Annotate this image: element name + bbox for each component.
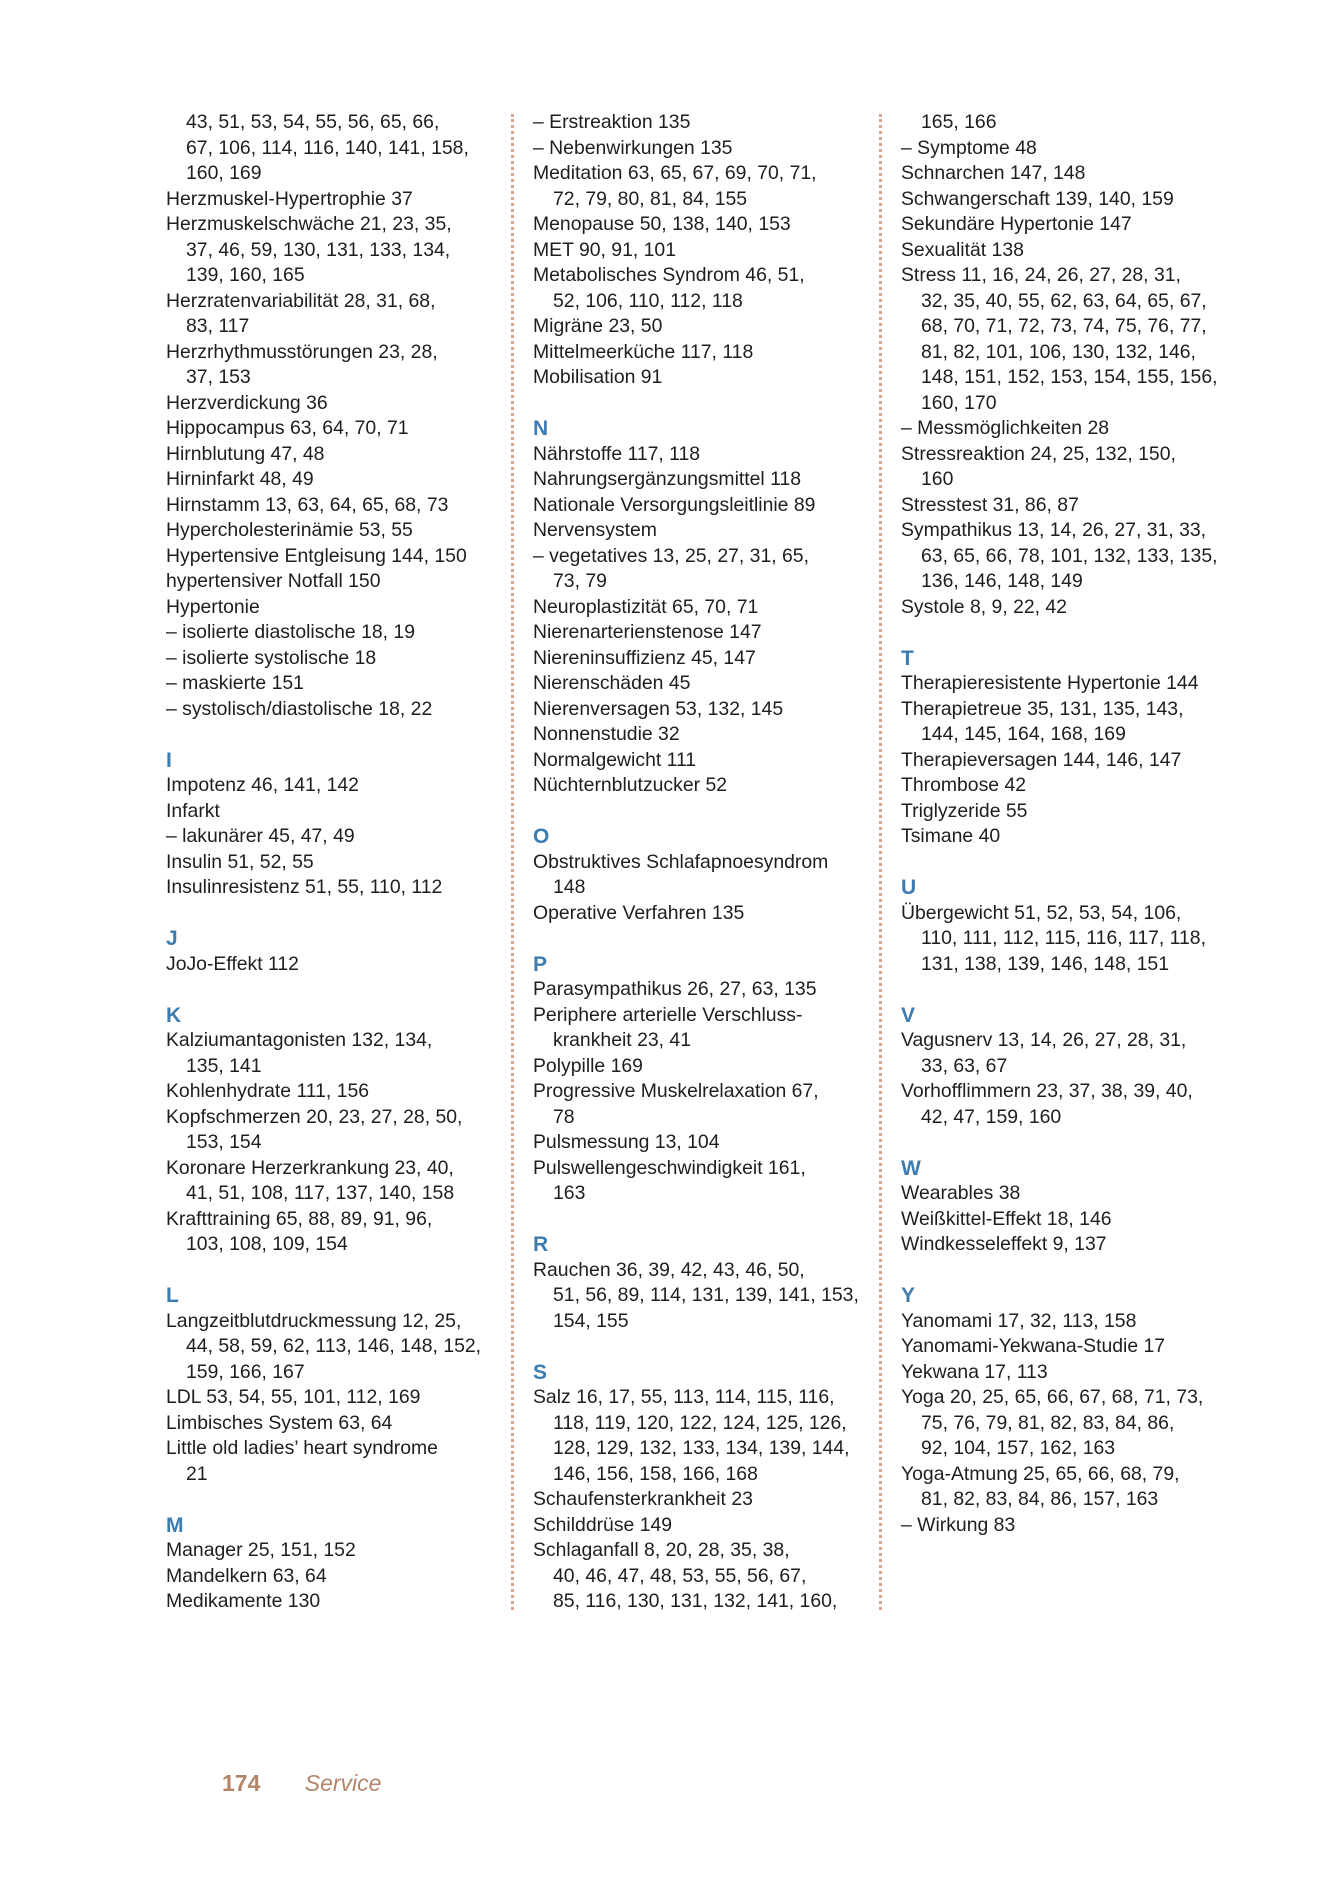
section-spacer: [901, 977, 1246, 1003]
index-entry: Yoga 20, 25, 65, 66, 67, 68, 71, 73,: [901, 1386, 1204, 1408]
index-entry: Sexualität 138: [901, 238, 1024, 261]
index-entry-continuation: 41, 51, 108, 117, 137, 140, 158: [186, 1182, 455, 1204]
index-entry: Stressreaktion 24, 25, 132, 150,: [901, 442, 1176, 465]
index-letter-heading: M: [166, 1513, 184, 1537]
index-entry: – maskierte 151: [166, 672, 304, 694]
index-entry: – Erstreaktion 135: [533, 111, 691, 133]
index-entry: Menopause 50, 138, 140, 153: [533, 213, 791, 235]
index-entry: – vegetatives 13, 25, 27, 31, 65,: [533, 544, 809, 567]
index-entry: – Wirkung 83: [901, 1513, 1016, 1536]
index-entry: Nierenarterienstenose 147: [533, 621, 762, 643]
index-entry: Koronare Herzerkrankung 23, 40,: [166, 1156, 454, 1179]
section-name: Service: [304, 1770, 382, 1796]
index-entry: – Nebenwirkungen 135: [533, 136, 733, 159]
index-letter-heading: S: [533, 1360, 548, 1384]
index-entry: Nierenschäden 45: [533, 672, 691, 694]
section-spacer: [533, 799, 878, 825]
index-entry: Manager 25, 151, 152: [166, 1539, 356, 1561]
index-entry: Yanomami-Yekwana-Studie 17: [901, 1335, 1166, 1357]
index-entry: Impotenz 46, 141, 142: [166, 774, 359, 796]
index-entry: Metabolisches Syndrom 46, 51,: [533, 264, 805, 286]
index-entry: Weißkittel-Effekt 18, 146: [901, 1207, 1112, 1230]
index-entry: – isolierte systolische 18: [166, 646, 377, 669]
index-entry-continuation: 21: [186, 1462, 208, 1485]
index-column-1: [166, 110, 511, 1615]
section-spacer: [166, 977, 511, 1003]
index-column-2: [533, 110, 878, 1615]
index-entry: – isolierte diastolische 18, 19: [166, 621, 415, 643]
index-entry-continuation: 160, 170: [921, 391, 997, 414]
index-entry: Yekwana 17, 113: [901, 1360, 1048, 1383]
index-letter-heading: T: [901, 646, 914, 670]
index-entry: Operative Verfahren 135: [533, 901, 745, 924]
index-entry: Obstruktives Schlafapnoesyndrom: [533, 850, 829, 873]
index-entry-continuation: 81, 82, 83, 84, 86, 157, 163: [921, 1488, 1159, 1510]
index-entry: Therapieresistente Hypertonie 144: [901, 672, 1199, 694]
section-spacer: [533, 1207, 878, 1233]
index-entry-continuation: 83, 117: [186, 315, 250, 337]
index-letter-heading: Y: [901, 1284, 916, 1307]
section-spacer: [533, 926, 878, 952]
index-entry: Herzrhythmusstörungen 23, 28,: [166, 340, 438, 363]
index-entry-continuation: 139, 160, 165: [186, 264, 305, 286]
index-entry-continuation: 72, 79, 80, 81, 84, 155: [553, 187, 748, 210]
index-entry: Mobilisation 91: [533, 366, 663, 388]
index-entry-continuation: 33, 63, 67: [921, 1054, 1008, 1077]
page-number: 174: [222, 1770, 261, 1796]
index-entry: – Symptome 48: [901, 136, 1037, 159]
index-letter-heading: J: [166, 927, 178, 950]
index-entry: Herzratenvariabilität 28, 31, 68,: [166, 289, 436, 312]
index-entry-continuation: 165, 166: [921, 111, 997, 133]
index-entry-continuation: 110, 111, 112, 115, 116, 117, 118,: [921, 927, 1206, 949]
section-spacer: [166, 901, 511, 927]
index-entry: Stresstest 31, 86, 87: [901, 493, 1079, 516]
index-letter-heading: L: [166, 1284, 179, 1307]
section-spacer: [901, 850, 1246, 876]
index-entry-continuation: krankheit 23, 41: [553, 1029, 691, 1051]
index-entry: Mandelkern 63, 64: [166, 1564, 327, 1587]
index-entry-continuation: 103, 108, 109, 154: [186, 1233, 348, 1255]
index-entry: Hirninfarkt 48, 49: [166, 468, 314, 490]
index-entry-continuation: 68, 70, 71, 72, 73, 74, 75, 76, 77,: [921, 315, 1207, 337]
section-spacer: [901, 1130, 1246, 1156]
index-entry-continuation: 67, 106, 114, 116, 140, 141, 158,: [186, 136, 469, 159]
index-entry-continuation: 78: [553, 1105, 575, 1128]
section-spacer: [166, 1487, 511, 1513]
index-entry: Vagusnerv 13, 14, 26, 27, 28, 31,: [901, 1029, 1187, 1051]
index-entry: Triglyzeride 55: [901, 799, 1028, 822]
index-entry-continuation: 159, 166, 167: [186, 1360, 305, 1383]
index-entry: Polypille 169: [533, 1054, 643, 1077]
index-entry: – systolisch/diastolische 18, 22: [166, 697, 433, 720]
index-entry: Schilddrüse 149: [533, 1513, 673, 1536]
index-entry: Nervensystem: [533, 519, 657, 541]
index-entry: Langzeitblutdruckmessung 12, 25,: [166, 1309, 462, 1332]
index-entry: Vorhofflimmern 23, 37, 38, 39, 40,: [901, 1080, 1193, 1102]
column-divider: [511, 114, 514, 1610]
index-entry-continuation: 32, 35, 40, 55, 62, 63, 64, 65, 67,: [921, 289, 1207, 312]
index-entry: Schnarchen 147, 148: [901, 162, 1086, 184]
index-entry-continuation: 163: [553, 1182, 586, 1204]
index-letter-heading: N: [533, 417, 549, 440]
index-entry: Periphere arterielle Verschluss-: [533, 1003, 803, 1026]
index-entry-continuation: 160, 169: [186, 162, 262, 184]
index-entry: Hypertensive Entgleisung 144, 150: [166, 544, 467, 567]
index-entry: Systole 8, 9, 22, 42: [901, 595, 1068, 618]
index-entry: Therapietreue 35, 131, 135, 143,: [901, 697, 1184, 720]
index-entry-continuation: 40, 46, 47, 48, 53, 55, 56, 67,: [553, 1564, 807, 1587]
index-entry-continuation: 92, 104, 157, 162, 163: [921, 1437, 1116, 1459]
index-column-3: [901, 110, 1246, 1538]
index-entry-continuation: 51, 56, 89, 114, 131, 139, 141, 153,: [553, 1284, 859, 1306]
index-entry: Stress 11, 16, 24, 26, 27, 28, 31,: [901, 264, 1181, 286]
index-entry-continuation: 160: [921, 468, 954, 490]
index-entry: – Messmöglichkeiten 28: [901, 417, 1110, 439]
index-entry-continuation: 144, 145, 164, 168, 169: [921, 723, 1126, 745]
index-entry-continuation: 148, 151, 152, 153, 154, 155, 156,: [921, 366, 1218, 388]
index-entry: – lakunärer 45, 47, 49: [166, 825, 355, 847]
index-entry-continuation: 131, 138, 139, 146, 148, 151: [921, 952, 1169, 975]
index-entry: Thrombose 42: [901, 774, 1027, 796]
index-entry: Yanomami 17, 32, 113, 158: [901, 1309, 1137, 1332]
section-spacer: [166, 1258, 511, 1284]
section-spacer: [901, 1258, 1246, 1284]
index-entry: LDL 53, 54, 55, 101, 112, 169: [166, 1386, 421, 1408]
index-letter-heading: K: [166, 1003, 182, 1027]
index-entry: Übergewicht 51, 52, 53, 54, 106,: [901, 901, 1182, 924]
index-entry: Windkesseleffekt 9, 137: [901, 1233, 1107, 1255]
index-entry: Schlaganfall 8, 20, 28, 35, 38,: [533, 1539, 790, 1561]
section-spacer: [533, 1334, 878, 1360]
index-letter-heading: V: [901, 1003, 916, 1027]
index-entry-continuation: 118, 119, 120, 122, 124, 125, 126,: [553, 1411, 847, 1434]
index-entry: Sekundäre Hypertonie 147: [901, 213, 1132, 235]
index-entry: Insulin 51, 52, 55: [166, 850, 314, 873]
index-entry-continuation: 148: [553, 876, 586, 898]
index-entry: Salz 16, 17, 55, 113, 114, 115, 116,: [533, 1386, 835, 1408]
index-entry: Infarkt: [166, 799, 220, 822]
index-entry-continuation: 52, 106, 110, 112, 118: [553, 289, 743, 312]
index-entry: Parasympathikus 26, 27, 63, 135: [533, 978, 817, 1000]
index-entry: Tsimane 40: [901, 825, 1001, 847]
index-entry-continuation: 128, 129, 132, 133, 134, 139, 144,: [553, 1437, 850, 1459]
index-entry: Nahrungsergänzungsmittel 118: [533, 468, 802, 490]
index-entry: Nährstoffe 117, 118: [533, 442, 701, 465]
index-entry: Limbisches System 63, 64: [166, 1411, 393, 1434]
index-entry: Migräne 23, 50: [533, 315, 663, 337]
index-entry-continuation: 42, 47, 159, 160: [921, 1105, 1062, 1128]
index-entry: hypertensiver Notfall 150: [166, 570, 381, 592]
index-entry: Progressive Muskelrelaxation 67,: [533, 1080, 819, 1102]
index-entry: Hirnstamm 13, 63, 64, 65, 68, 73: [166, 493, 449, 516]
section-spacer: [166, 722, 511, 748]
index-entry: Kohlenhydrate 111, 156: [166, 1080, 370, 1102]
index-entry: Wearables 38: [901, 1182, 1021, 1204]
index-entry-continuation: 44, 58, 59, 62, 113, 146, 148, 152,: [186, 1335, 482, 1357]
section-spacer: [901, 620, 1246, 646]
index-entry: Schwangerschaft 139, 140, 159: [901, 187, 1174, 210]
index-letter-heading: P: [533, 952, 548, 976]
index-entry: Herzverdickung 36: [166, 391, 328, 414]
index-entry-continuation: 135, 141: [186, 1054, 262, 1077]
index-entry: Hippocampus 63, 64, 70, 71: [166, 417, 409, 439]
index-entry: Rauchen 36, 39, 42, 43, 46, 50,: [533, 1258, 805, 1281]
index-entry: Krafttraining 65, 88, 89, 91, 96,: [166, 1207, 433, 1230]
index-entry: Pulswellengeschwindigkeit 161,: [533, 1156, 806, 1179]
index-entry: JoJo-Effekt 112: [166, 952, 299, 975]
index-letter-heading: U: [901, 876, 917, 899]
index-entry: Mittelmeerküche 117, 118: [533, 340, 754, 363]
index-entry-continuation: 37, 46, 59, 130, 131, 133, 134,: [186, 238, 451, 261]
index-letter-heading: O: [533, 825, 550, 848]
index-entry: Meditation 63, 65, 67, 69, 70, 71,: [533, 162, 817, 184]
index-entry: Yoga-Atmung 25, 65, 66, 68, 79,: [901, 1462, 1180, 1485]
index-entry-continuation: 154, 155: [553, 1309, 629, 1332]
index-entry: Neuroplastizität 65, 70, 71: [533, 595, 759, 618]
index-entry-continuation: 146, 156, 158, 166, 168: [553, 1462, 758, 1485]
page-footer: [222, 1770, 381, 1797]
index-entry: Insulinresistenz 51, 55, 110, 112: [166, 876, 443, 898]
index-entry: Medikamente 130: [166, 1590, 321, 1612]
index-entry-continuation: 63, 65, 66, 78, 101, 132, 133, 135,: [921, 544, 1218, 567]
index-entry-continuation: 136, 146, 148, 149: [921, 570, 1083, 592]
index-entry-continuation: 75, 76, 79, 81, 82, 83, 84, 86,: [921, 1411, 1175, 1434]
index-entry: Hypertonie: [166, 595, 260, 618]
index-letter-heading: I: [166, 748, 172, 772]
index-entry: Nüchternblutzucker 52: [533, 774, 728, 796]
index-entry: Herzmuskel-Hypertrophie 37: [166, 187, 413, 210]
index-entry: Niereninsuffizienz 45, 147: [533, 646, 756, 669]
index-letter-heading: W: [901, 1156, 921, 1180]
index-entry-continuation: 73, 79: [553, 570, 607, 592]
index-entry-continuation: 153, 154: [186, 1131, 262, 1153]
index-entry: Normalgewicht 111: [533, 748, 697, 771]
index-entry: Little old ladies’ heart syndrome: [166, 1437, 438, 1459]
index-entry: Nonnenstudie 32: [533, 723, 680, 745]
index-entry: MET 90, 91, 101: [533, 238, 677, 261]
index-entry: Therapieversagen 144, 146, 147: [901, 748, 1182, 771]
index-entry: Kopfschmerzen 20, 23, 27, 28, 50,: [166, 1105, 463, 1128]
index-entry-continuation: 43, 51, 53, 54, 55, 56, 65, 66,: [186, 111, 440, 133]
index-entry: Nationale Versorgungsleitlinie 89: [533, 493, 816, 516]
section-spacer: [533, 391, 878, 417]
index-entry: Pulsmessung 13, 104: [533, 1131, 720, 1153]
index-entry: Sympathikus 13, 14, 26, 27, 31, 33,: [901, 519, 1207, 541]
index-entry: Nierenversagen 53, 132, 145: [533, 697, 784, 720]
index-entry: Schaufensterkrankheit 23: [533, 1488, 753, 1510]
index-entry-continuation: 37, 153: [186, 366, 251, 388]
column-divider: [879, 114, 882, 1610]
index-letter-heading: R: [533, 1233, 549, 1256]
index-entry-continuation: 85, 116, 130, 131, 132, 141, 160,: [553, 1590, 838, 1612]
index-entry: Hirnblutung 47, 48: [166, 442, 325, 465]
index-entry: Hypercholesterinämie 53, 55: [166, 519, 413, 541]
index-entry: Kalziumantagonisten 132, 134,: [166, 1029, 433, 1051]
index-entry: Herzmuskelschwäche 21, 23, 35,: [166, 213, 452, 235]
index-entry-continuation: 81, 82, 101, 106, 130, 132, 146,: [921, 340, 1196, 363]
